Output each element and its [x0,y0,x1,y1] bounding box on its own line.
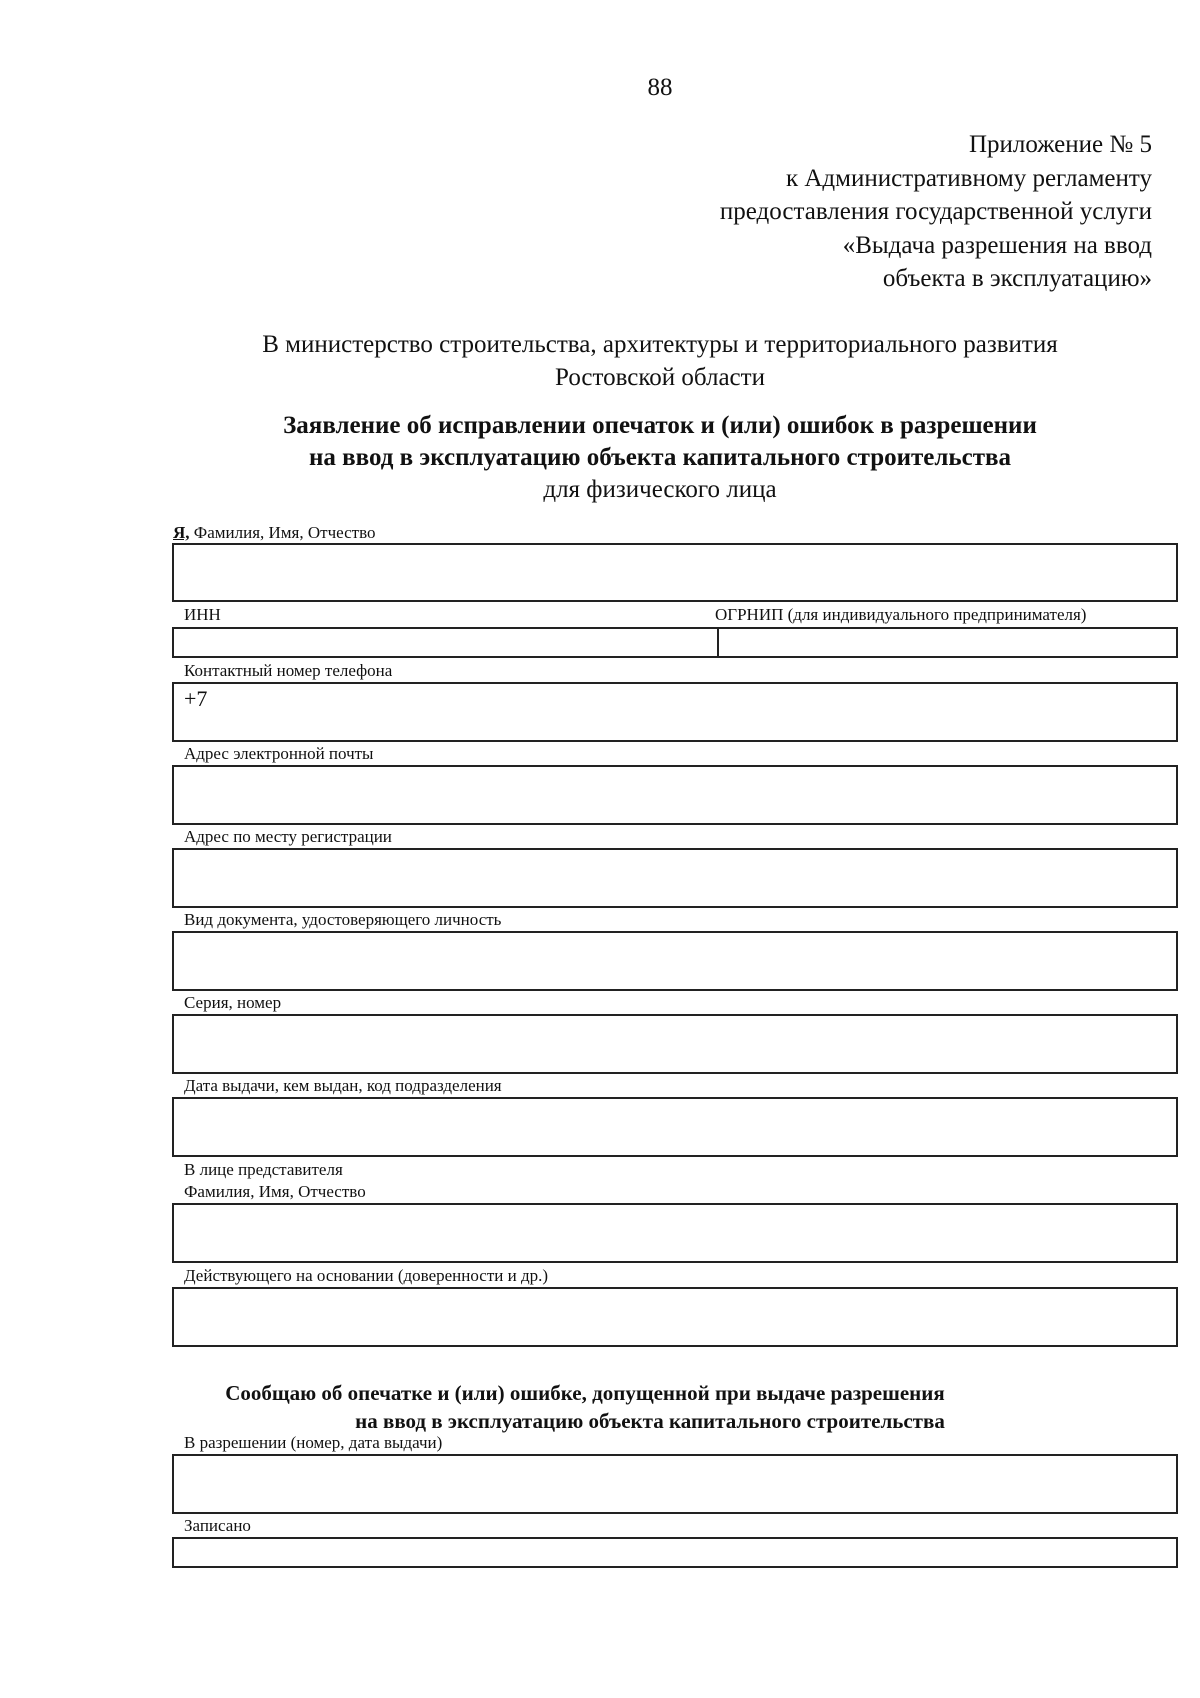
recorded-label: Записано [184,1516,251,1535]
series-number-label: Серия, номер [184,993,282,1012]
section2-title-line: на ввод в эксплуатацию объекта капитального строительства [355,1409,945,1433]
applicant-name-label [173,523,375,543]
form-title [0,410,1200,474]
inn-label: ИНН [184,605,221,624]
issue-info-label: Дата выдачи, кем выдан, код подразделения [184,1076,502,1095]
address-field[interactable] [172,848,1178,908]
ogrnip-label: ОГРНИП (для индивидуального предпринимателя) [715,605,1087,624]
appendix-line: объекта в эксплуатацию» [882,265,1152,292]
ogrnip-field[interactable] [717,627,1178,658]
phone-label: Контактный номер телефона [184,661,393,680]
representative-name-field[interactable] [172,1203,1178,1263]
representative-name-label: Фамилия, Имя, Отчество [184,1182,366,1201]
phone-field[interactable] [172,682,1178,742]
applicant-prefix: Я, [173,523,190,542]
representative-label: В лице представителя [184,1160,343,1179]
id-doc-type-field[interactable] [172,931,1178,991]
page-number: 88 [647,74,673,101]
appendix-line: предоставления государственной услуги [719,198,1152,225]
addressee [0,328,1200,394]
phone-field-value: +7 [184,686,208,711]
addressee-line: Ростовской области [555,364,765,391]
section2-title-line: Сообщаю об опечатке и (или) ошибке, допущенной при выдаче разрешения [225,1381,945,1405]
section2-title [0,1379,1170,1435]
id-doc-type-label: Вид документа, удостоверяющего личность [184,910,502,929]
acting-basis-field[interactable] [172,1287,1178,1347]
series-number-field[interactable] [172,1014,1178,1074]
email-label: Адрес электронной почты [184,744,374,763]
permit-label: В разрешении (номер, дата выдачи) [184,1433,443,1452]
applicant-name-field[interactable] [172,543,1178,602]
form-title-line: на ввод в эксплуатацию объекта капитального строительства [308,444,1011,471]
issue-info-field[interactable] [172,1097,1178,1157]
recorded-field[interactable] [172,1537,1178,1568]
inn-field[interactable] [172,627,719,658]
form-subtitle: для физического лица [543,476,777,503]
appendix-line: к Административному регламенту [785,164,1152,192]
applicant-name-label-text: Фамилия, Имя, Отчество [193,523,376,542]
address-label: Адрес по месту регистрации [184,827,392,846]
appendix-line: Приложение № 5 [968,131,1152,158]
permit-field[interactable] [172,1454,1178,1514]
appendix-line: «Выдача разрешения на ввод [842,231,1152,259]
form-title-line: Заявление об исправлении опечаток и (или) ошибок в разрешении [283,412,1037,439]
email-field[interactable] [172,765,1178,825]
addressee-line: В министерство строительства, архитектуры и территориального развития [262,331,1058,358]
appendix-header [452,128,1152,296]
acting-basis-label: Действующего на основании (доверенности и др.) [184,1266,549,1285]
